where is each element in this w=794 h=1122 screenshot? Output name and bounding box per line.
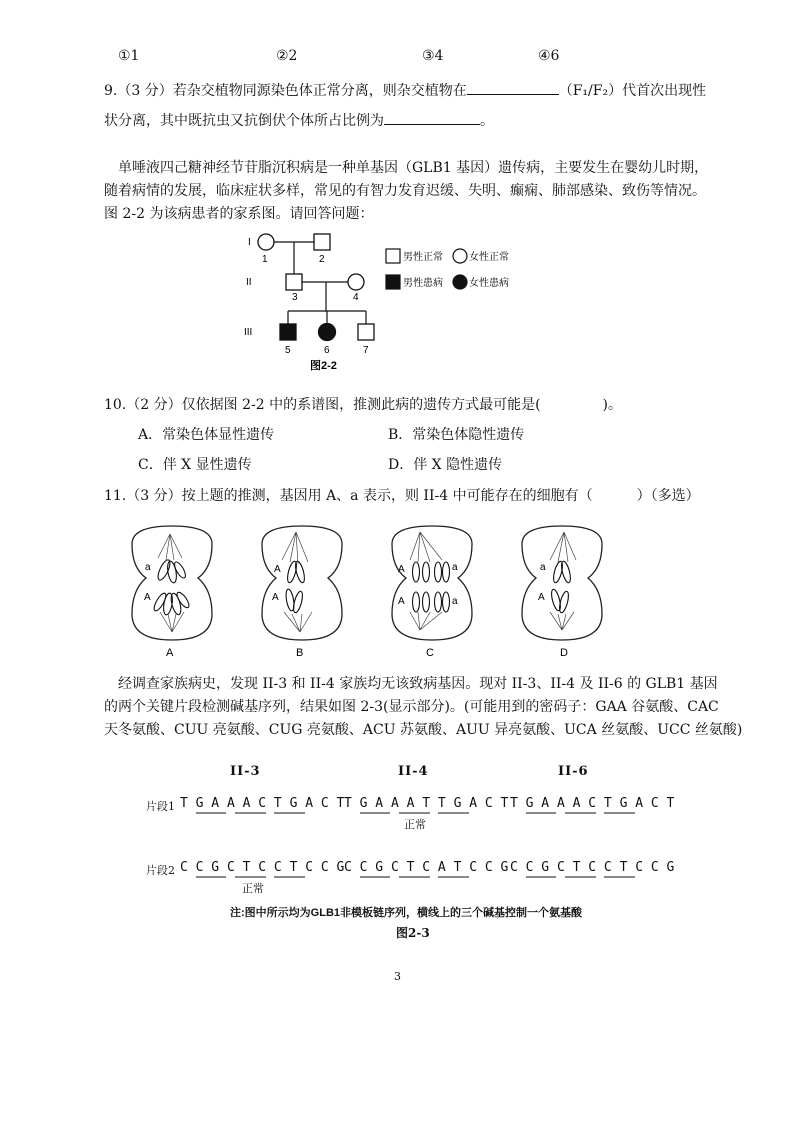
cell-d-gene-a: a [540,562,546,573]
seq-header-ii3: II-3 [230,764,261,779]
gen-label-ii: II [246,277,252,288]
q10-stem-end: )。 [602,397,622,413]
q10-option-c[interactable]: C．伴 X 显性遗传 [138,457,252,473]
intro-line1: 单唾液四己糖神经节苷脂沉积病是一种单基因（GLB1 基因）遗传病，主要发生在婴幼儿时期， [118,160,709,176]
frag2-label: 片段2 [146,864,175,877]
option-1: ①1 [118,48,140,64]
q9-text-b: （F₁/F₂）代首次出现性 [558,83,707,99]
q11-stem-text: 11.（3 分）按上题的推测，基因用 A、a 表示，则 II-4 中可能存在的细胞有（ [104,488,593,504]
survey-line2: 的两个关键片段检测碱基序列，结果如图 2-3(显示部分)。(可能用到的密码子：GAA 谷氨酸、CAC [104,699,719,715]
id-7: 7 [363,345,369,356]
cell-a-gene-a: a [145,562,151,573]
q9-text-d: 。 [480,113,494,129]
frag2-normal-label: 正常 [242,882,264,895]
option-4: ④6 [538,48,560,64]
id-1: 1 [262,254,268,265]
cell-a-label: A [166,647,174,659]
frag1-label: 片段1 [146,800,175,813]
gen-label-iii: III [244,327,253,338]
survey-line3: 天冬氨酸、CUU 亮氨酸、CUG 亮氨酸、ACU 苏氨酸、AUU 异亮氨酸、UCA 丝氨酸、UCC 丝氨酸) [104,722,743,738]
pedigree-caption: 图2-2 [310,360,337,372]
id-5: 5 [285,345,291,356]
cell-b-gene-A-bottom: A [272,592,279,603]
seqfig-caption: 图2-3 [396,926,430,940]
id-2: 2 [319,254,325,265]
frag1-ii6: T G A A A C T G A C T [510,796,675,811]
q11-stem-end: ）（多选） [636,488,700,504]
option-3: ③4 [422,48,444,64]
legend-female-normal-label: 女性正常 [469,252,509,263]
q10-option-a[interactable]: A．常染色体显性遗传 [138,427,275,443]
cell-a-gene-A: A [144,592,151,603]
cell-d-label: D [560,647,568,659]
frag1-ii4: T G A A A T T G A C T [344,796,509,811]
cell-c-gene-A-top: A [398,564,405,575]
q10-option-d[interactable]: D．伴 X 隐性遗传 [388,457,503,473]
survey-line1: 经调查家族病史，发现 II-3 和 II-4 家族均无该致病基因。现对 II-3、II-4 及 II-6 的 GLB1 基因 [118,676,718,692]
cell-c-gene-a-bottom: a [452,596,458,607]
cell-c-gene-A-bottom: A [398,596,405,607]
legend-female-affected-label: 女性患病 [469,278,509,289]
gen-label-i: I [248,237,251,248]
cell-b-label: B [296,647,304,659]
cell-c-gene-a-top: a [452,562,458,573]
id-3: 3 [292,292,298,303]
cell-b-gene-A-top: A [274,564,281,575]
seqfig-note: 注:图中所示均为GLB1非模板链序列，横线上的三个碱基控制一个氨基酸 [230,907,582,919]
id-6: 6 [324,345,330,356]
seq-header-ii4: II-4 [398,764,429,779]
frag2-ii3: C C G C T C C T C C G [180,860,345,875]
page-number: 3 [394,970,401,983]
legend-male-affected-label: 男性患病 [403,278,443,289]
seq-header-ii6: II-6 [558,764,589,779]
q9-text-a: 9.（3 分）若杂交植物同源染色体正常分离，则杂交植物在 [104,83,467,99]
frag1-normal-label: 正常 [404,818,426,831]
intro-line3: 图 2-2 为该病患者的家系图。请回答问题： [104,206,374,222]
frag2-ii4: C C G C T C A T C C G [344,860,509,875]
id-4: 4 [353,292,359,303]
q10-option-b[interactable]: B．常染色体隐性遗传 [388,427,525,443]
cell-d-gene-A: A [538,592,545,603]
q10-stem-text: 10.（2 分）仅依据图 2-2 中的系谱图，推测此病的遗传方式最可能是( [104,397,541,413]
intro-line2: 随着病情的发展，临床症状多样，常见的有智力发育迟缓、失明、癫痫、肺部感染、致伤等情况。 [104,183,706,199]
legend-male-normal-label: 男性正常 [403,252,443,263]
cell-c-label: C [426,647,434,659]
frag1-ii3: T G A A A C T G A C T [180,796,345,811]
frag2-ii6: C C G C T C C T C C G [510,860,675,875]
q9-text-c: 状分离，其中既抗虫又抗倒伏个体所占比例为 [104,113,384,129]
option-2: ②2 [276,48,298,64]
